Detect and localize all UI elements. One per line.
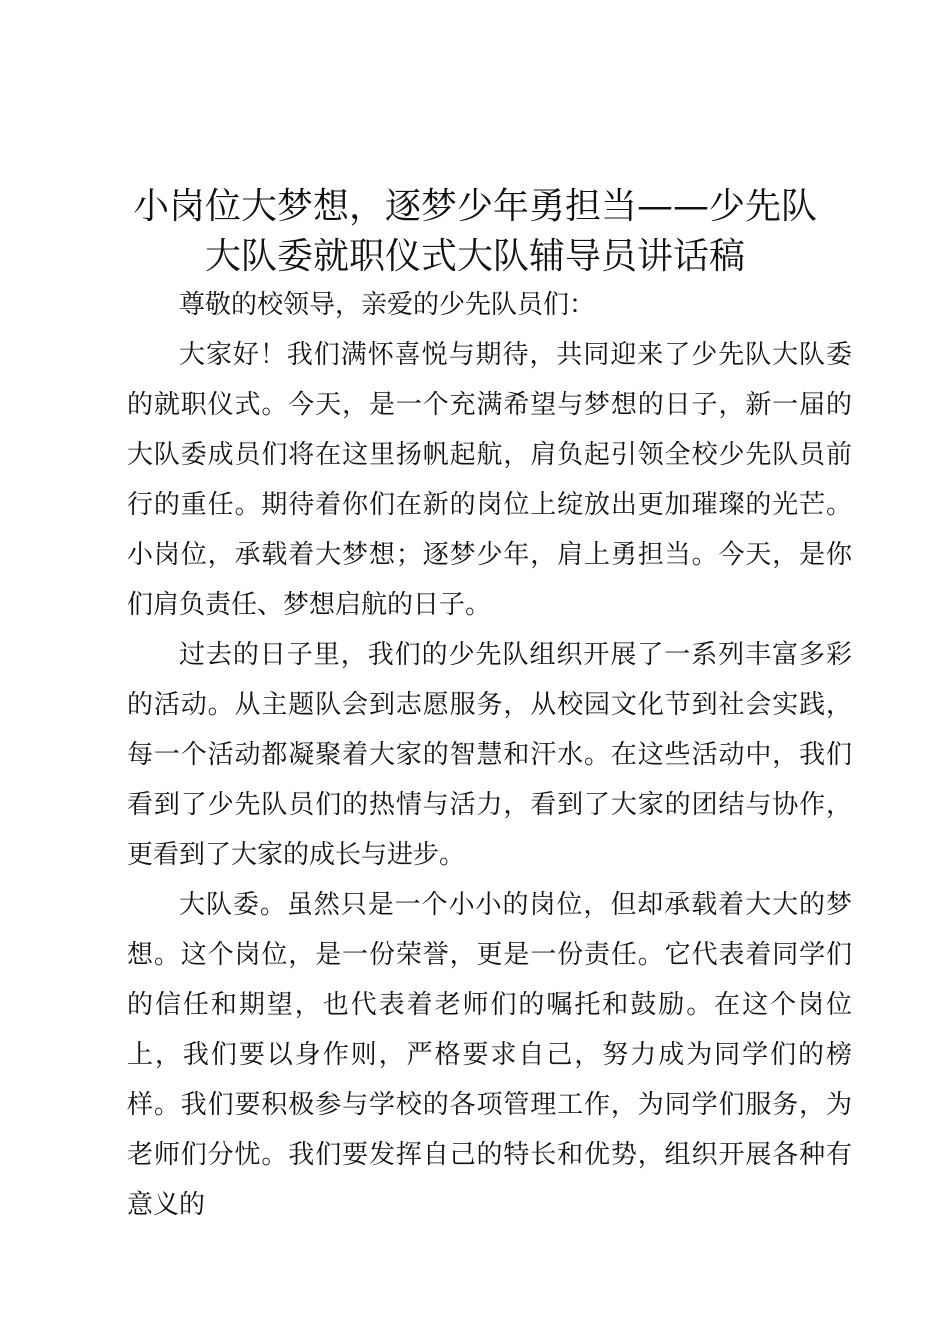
paragraph-2: 过去的日子里，我们的少先队组织开展了一系列丰富多彩的活动。从主题队会到志愿服务，从校园文化节到社会实践，每一个活动都凝聚着大家的智慧和汗水。在这些活动中，我们看到了少先队员们的热情与活力，看到了大家的团结与协作，更看到了大家的成长与进步。 — [127, 640, 852, 870]
title-line-1: 小岗位大梦想，逐梦少年勇担当——少先队 — [132, 186, 817, 227]
title-line-2: 大队委就职仪式大队辅导员讲话稿 — [204, 236, 745, 277]
document-title — [100, 182, 850, 282]
salutation: 尊敬的校领导，亲爱的少先队员们： — [179, 290, 596, 320]
paragraph-1: 大家好！我们满怀喜悦与期待，共同迎来了少先队大队委的就职仪式。今天，是一个充满希望与梦想的日子，新一届的大队委成员们将在这里扬帆起航，肩负起引领全校少先队员前行的重任。期待着你们在新的岗位上绽放出更加璀璨的光芒。小岗位，承载着大梦想；逐梦少年，肩上勇担当。今天，是你们肩负责任、梦想启航的日子。 — [127, 340, 852, 620]
document-body — [127, 280, 852, 1230]
paragraph-3: 大队委。虽然只是一个小小的岗位，但却承载着大大的梦想。这个岗位，是一份荣誉，更是一份责任。它代表着同学们的信任和期望，也代表着老师们的嘱托和鼓励。在这个岗位上，我们要以身作则，严格要求自己，努力成为同学们的榜样。我们要积极参与学校的各项管理工作，为同学们服务，为老师们分忧。我们要发挥自己的特长和优势，组织开展各种有意义的 — [127, 890, 852, 1220]
